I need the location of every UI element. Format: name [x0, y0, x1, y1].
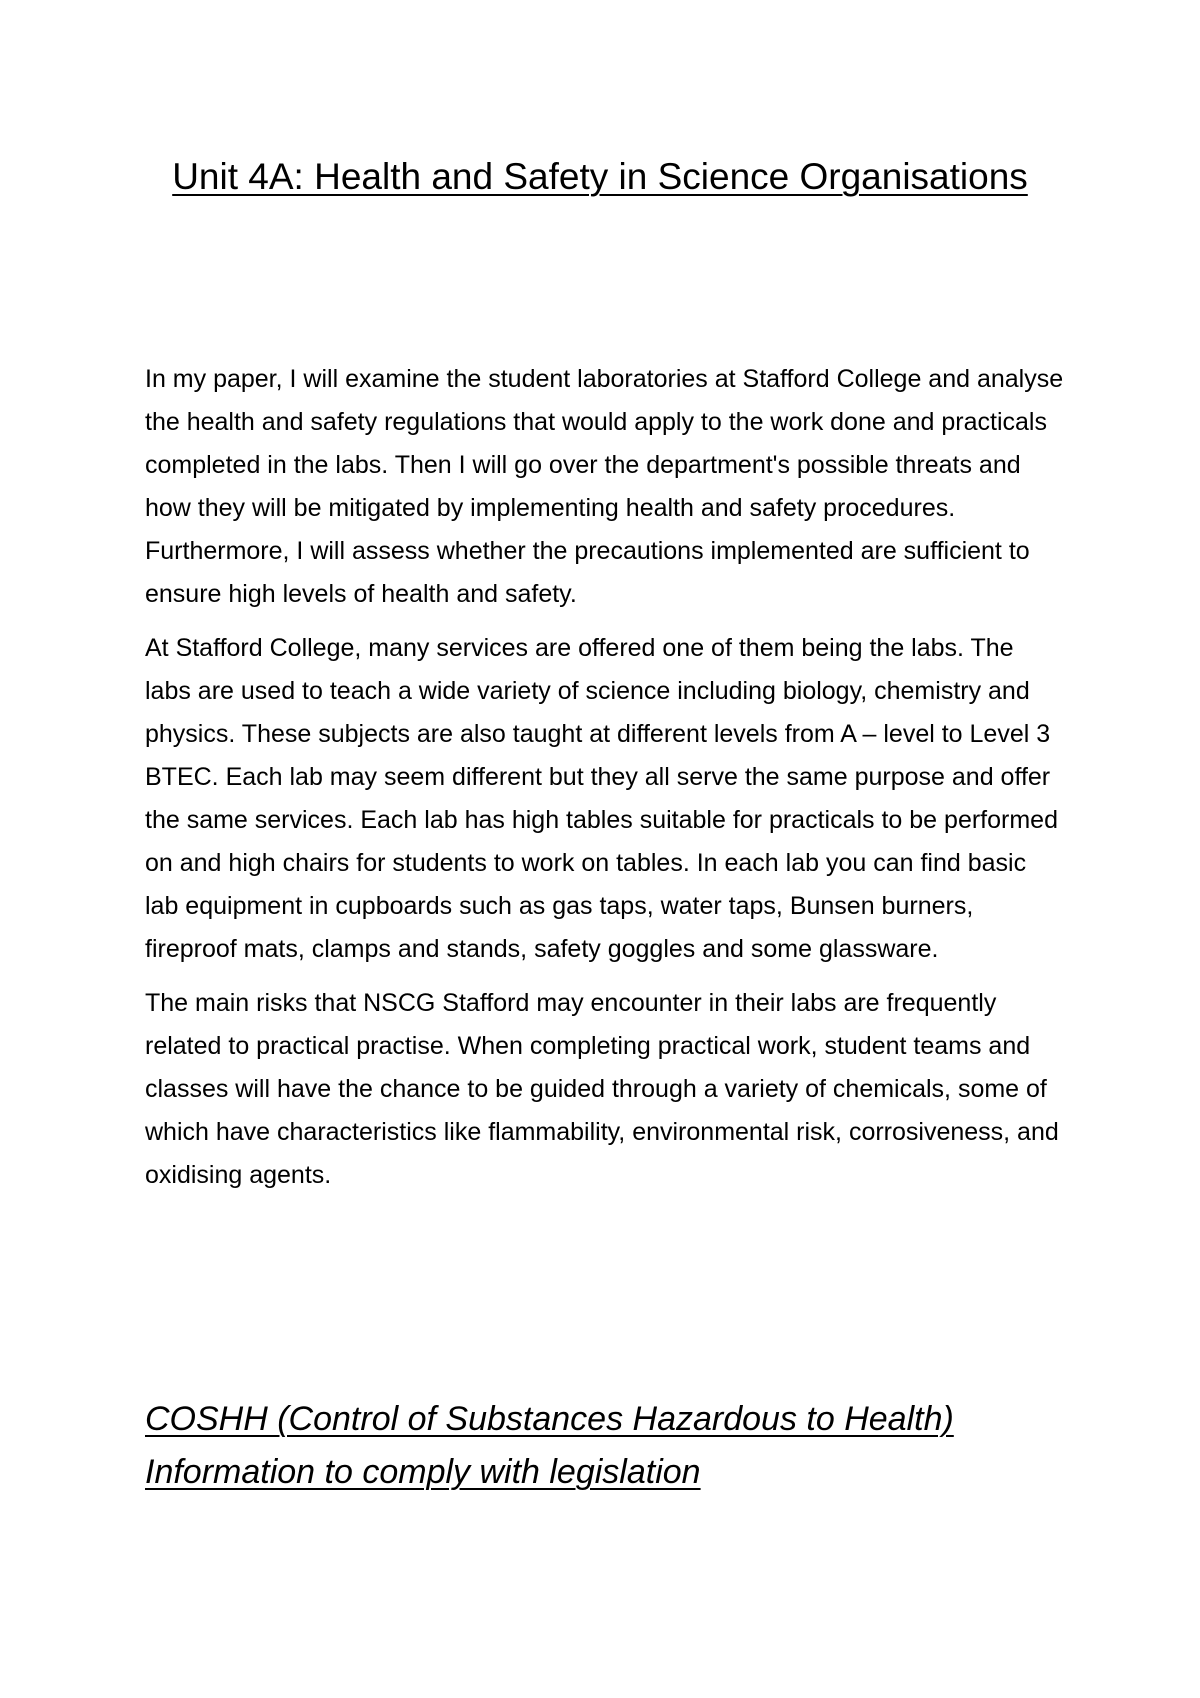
paragraph-introduction: In my paper, I will examine the student laboratories at Stafford College and analyse the health and safety regulations that would apply to the work done and practicals completed in the labs. Then I will go over the department's possible threats and how they will be mitigated by implementing health and safety procedures. Furthermore, I will assess whether the precautions implemented are sufficient to ensure high levels of health and safety.	[145, 365, 1064, 608]
page-title: Unit 4A: Health and Safety in Science Organisations	[172, 156, 1028, 197]
section-heading-coshh: COSHH (Control of Substances Hazardous to Health) Information to comply with legislation	[145, 1400, 954, 1491]
document-body	[145, 358, 1065, 1208]
paragraph-main-risks: The main risks that NSCG Stafford may encounter in their labs are frequently related to practical practise. When completing practical work, student teams and classes will have the chance to be guided through a variety of chemicals, some of which have characteristics like flammability, environmental risk, corrosiveness, and oxidising agents.	[145, 989, 1059, 1189]
paragraph-lab-services: At Stafford College, many services are offered one of them being the labs. The labs are used to teach a wide variety of science including biology, chemistry and physics. These subjects are also taught at different levels from A – level to Level 3 BTEC. Each lab may seem different but they all serve the same purpose and offer the same services. Each lab has high tables suitable for practicals to be performed on and high chairs for students to work on tables. In each lab you can find basic lab equipment in cupboards such as gas taps, water taps, Bunsen burners, fireproof mats, clamps and stands, safety goggles and some glassware.	[145, 634, 1058, 963]
